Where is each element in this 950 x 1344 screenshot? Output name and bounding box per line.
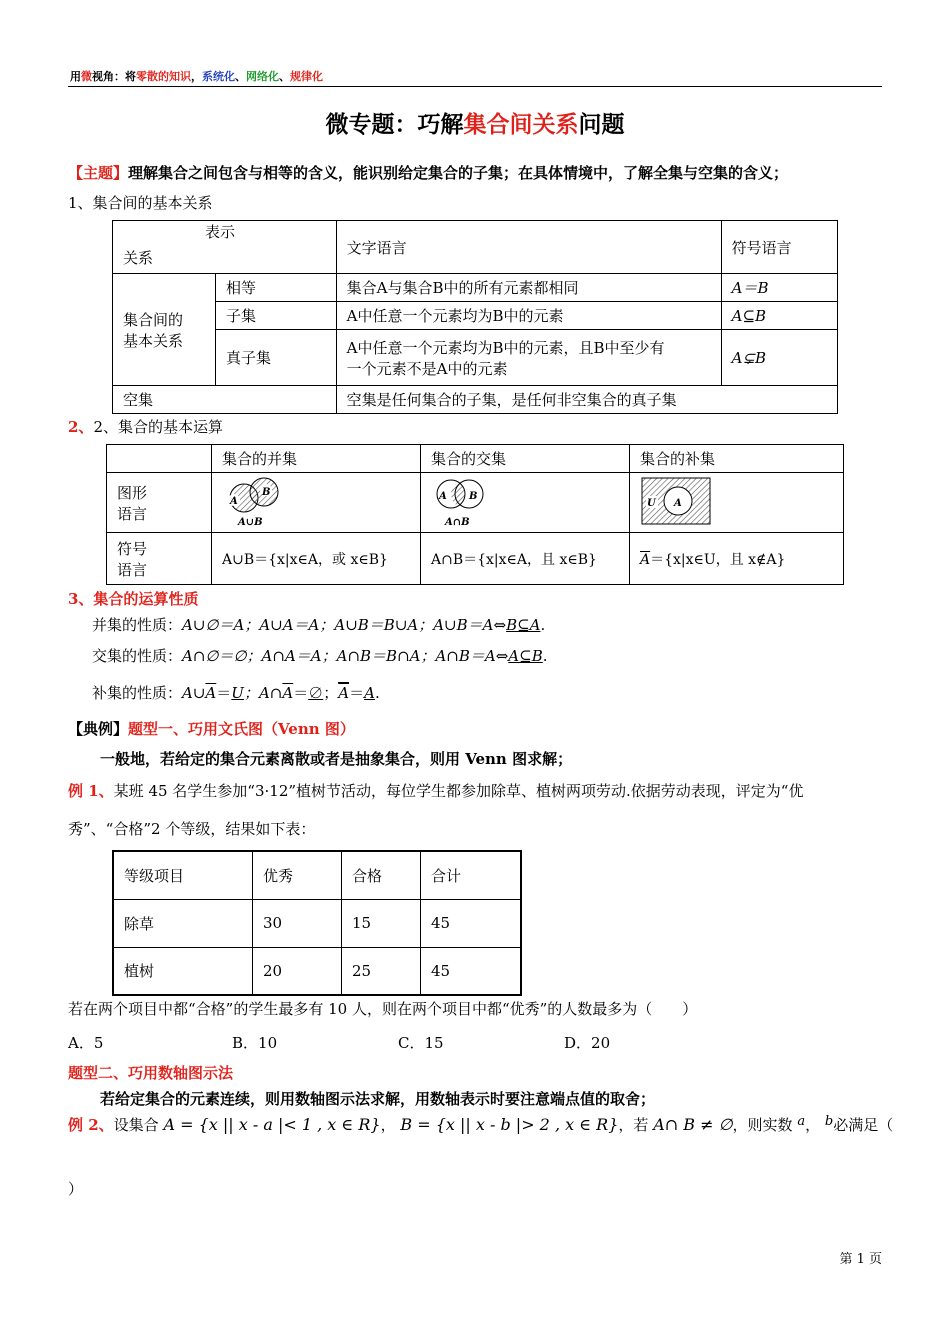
example1-question: 若在两个项目中都“合格”的学生最多有 10 人，则在两个项目中都“优秀”的人数最多为（ ） [68, 1000, 698, 1018]
section2-heading: 2、2、集合的基本运算 [68, 418, 223, 436]
example1-line1: 例 1、某班 45 名学生参加“3·12”植树节活动，每位学生都参加除草、植树两项劳动.依据劳动表现，评定为“优 [68, 782, 804, 800]
table-header-cell: 合格 [342, 851, 421, 899]
option-b[interactable]: B．10 [232, 1034, 278, 1052]
page-number: 第 1 页 [839, 1252, 882, 1267]
relations-table: 表示 关系 文字语言 符号语言 集合间的 基本关系 相等 集合A与集合B中的所有元素都相同 A＝B 子集 A中任意一个元素均为B中的元素 A⊆B 真子集 A中任意一个元素均为B中的元素，且B中至少有 一个元素不是A中的元素 A⊊B 空集 空集是任何集合的子集，是任何非空集合的真子集 [112, 220, 838, 414]
table-header-cell: 等级项目 [113, 851, 253, 899]
section1-heading: 1、集合间的基本关系 [68, 194, 213, 212]
complement-properties: 补集的性质：$A\cup\overline{A}=U$；$A\cap\overline{A}=\emptyset$；$\overline{A}=A$. [92, 684, 380, 702]
venn-intersection-diagram [429, 474, 499, 528]
theme-line: 【主题】理解集合之间包含与相等的含义，能识别给定集合的子集；在具体情境中，了解全集与空集的含义； [68, 164, 789, 182]
operations-table: 集合的并集 集合的交集 集合的补集 图形 语言 A B A∪B A B A∩B U A 符号 语言 A∪B＝{x|x∈A，或 x∈B} A∩B＝{x|x∈A，且 x∈B} $\overline{A}=\{x|x\in U$，且 x∉A} [106, 444, 844, 585]
table-row: 除草 30 15 45 [113, 899, 521, 947]
svg-text:A: A [439, 490, 447, 502]
venn-complement-diagram [638, 474, 714, 528]
type1-description: 一般地，若给定的集合元素离散或者是抽象集合，则用 Venn 图求解； [100, 750, 573, 768]
intersection-properties: 交集的性质：A∩∅＝∅；A∩A＝A；A∩B＝B∩A；A∩B＝A⇔A⊆B. [92, 647, 548, 665]
svg-text:B: B [469, 490, 478, 502]
svg-text:A: A [230, 495, 238, 507]
option-d[interactable]: D．20 [564, 1034, 611, 1052]
svg-text:A: A [674, 497, 682, 509]
type2-description: 若给定集合的元素连续，则用数轴图示法求解，用数轴表示时要注意端点值的取舍； [100, 1090, 656, 1108]
example2-close: ） [68, 1180, 84, 1198]
table-header-cell: 优秀 [253, 851, 342, 899]
example2-line: 例 2、设集合 A = {x || x - a |< 1 , x ∈ R}， B = {x || x - b |> 2 , x ∈ R}，若 A∩ B ≠ ∅，则实数 a， b必满足（ [68, 1114, 894, 1134]
example-heading: 【典例】题型一、巧用文氏图（Venn 图） [68, 720, 355, 738]
table-header-cell: 合计 [421, 851, 522, 899]
grade-table [112, 850, 522, 996]
page-header: 用微视角：将零散的知识，系统化、网络化、规律化 [70, 70, 323, 83]
svg-text:B: B [262, 486, 271, 498]
section3-heading: 3、集合的运算性质 [68, 590, 199, 608]
header-divider [68, 86, 882, 87]
union-properties: 并集的性质：A∪∅＝A；A∪A＝A；A∪B＝B∪A；A∪B＝A⇔B⊆A. [92, 616, 546, 634]
example1-line2: 秀”、“合格”2 个等级，结果如下表： [68, 820, 316, 838]
option-a[interactable]: A．5 [68, 1034, 104, 1052]
type2-heading: 题型二、巧用数轴图示法 [68, 1064, 234, 1082]
venn-union-diagram [220, 474, 290, 528]
table-row: 植树 20 25 45 [113, 947, 521, 995]
svg-text:A∩B: A∩B [445, 516, 470, 528]
page-title: 微专题：巧解集合间关系问题 [325, 112, 625, 138]
option-c[interactable]: C．15 [398, 1034, 444, 1052]
svg-text:A∪B: A∪B [238, 516, 263, 528]
svg-text:U: U [647, 497, 656, 509]
